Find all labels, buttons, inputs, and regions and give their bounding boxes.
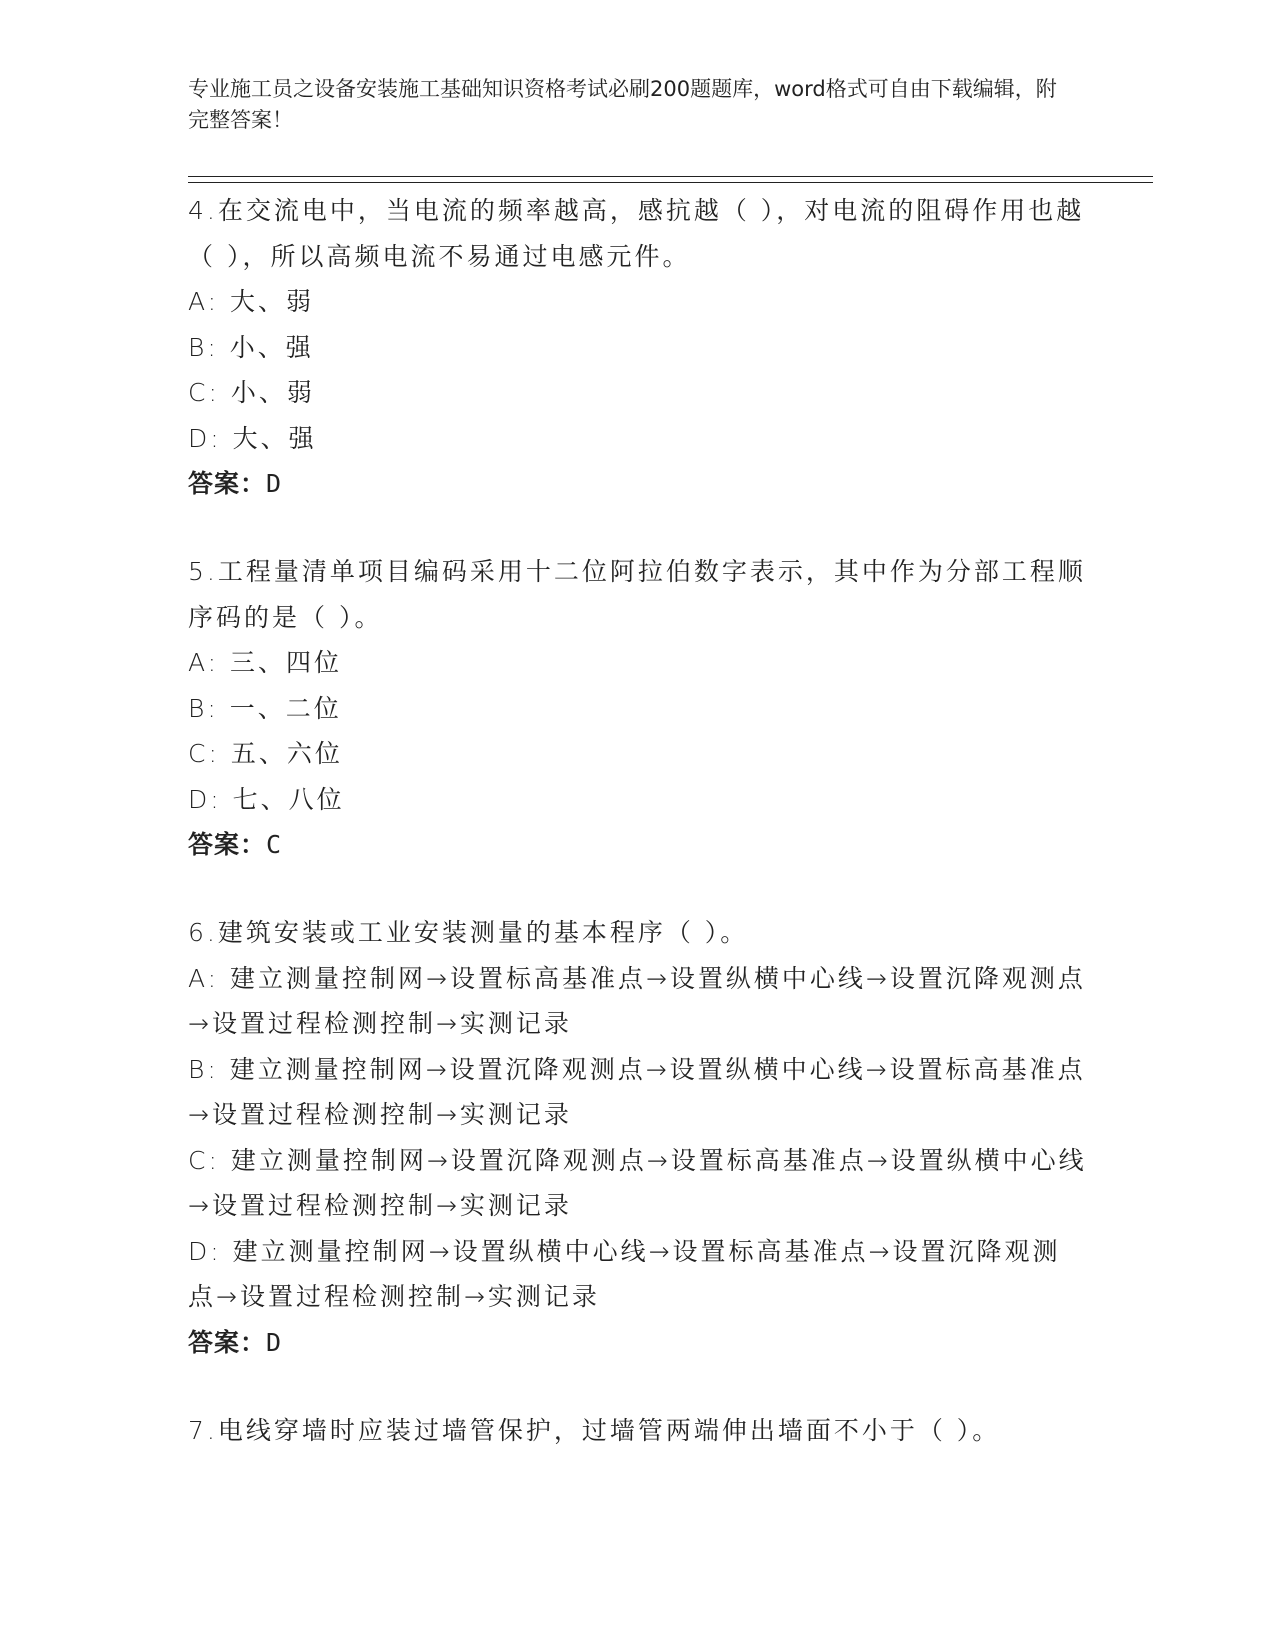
- option-d: D: 建立测量控制网→设置纵横中心线→设置标高基准点→设置沉降观测点→设置过程检测控制→实测记录: [188, 1236, 1061, 1311]
- option-b: B: 建立测量控制网→设置沉降观测点→设置纵横中心线→设置标高基准点→设置过程检测控制→实测记录: [188, 1054, 1086, 1129]
- option-a: A: 三、四位: [188, 648, 343, 677]
- option-d: D: 大、强: [188, 423, 317, 453]
- header-divider: [188, 176, 1153, 183]
- question-6: [188, 910, 1088, 1366]
- option-c: C: 五、六位: [188, 739, 343, 768]
- question-text: 4.在交流电中，当电流的频率越高，感抗越（ ），对电流的阻碍作用也越（ ），所以高频电流不易通过电感元件。: [188, 196, 1085, 271]
- option-a: A: 大、弱: [188, 287, 315, 316]
- question-text: 7.电线穿墙时应装过墙管保护，过墙管两端伸出墙面不小于（ ）。: [188, 1415, 1001, 1445]
- answer-line: [188, 461, 1088, 507]
- answer-label: 答案：: [188, 830, 267, 859]
- answer-line: [188, 822, 1088, 868]
- option-b: B: 一、二位: [188, 693, 342, 723]
- question-text: 6.建筑安装或工业安装测量的基本程序（ ）。: [188, 918, 749, 947]
- option-d: D: 七、八位: [188, 784, 345, 814]
- question-7: [188, 1408, 1088, 1454]
- question-4: [188, 188, 1088, 507]
- document-header: 专业施工员之设备安装施工基础知识资格考试必刷200题题库，word格式可自由下载编辑，附完整答案！: [188, 77, 1057, 132]
- answer-label: 答案：: [188, 469, 267, 498]
- answer-value: D: [266, 1327, 283, 1357]
- option-c: C: 建立测量控制网→设置沉降观测点→设置标高基准点→设置纵横中心线→设置过程检测控制→实测记录: [188, 1145, 1087, 1220]
- question-text: 5.工程量清单项目编码采用十二位阿拉伯数字表示，其中作为分部工程顺序码的是（ ）。: [188, 557, 1086, 632]
- answer-line: [188, 1320, 1088, 1366]
- question-5: [188, 549, 1088, 868]
- answer-value: C: [266, 830, 283, 859]
- option-c: C: 小、弱: [188, 378, 315, 407]
- answer-label: 答案：: [188, 1327, 267, 1357]
- question-list: [188, 188, 1088, 1495]
- answer-value: D: [266, 469, 283, 498]
- option-b: B: 小、强: [188, 332, 314, 362]
- option-a: A: 建立测量控制网→设置标高基准点→设置纵横中心线→设置沉降观测点→设置过程检测控制→实测记录: [188, 963, 1086, 1038]
